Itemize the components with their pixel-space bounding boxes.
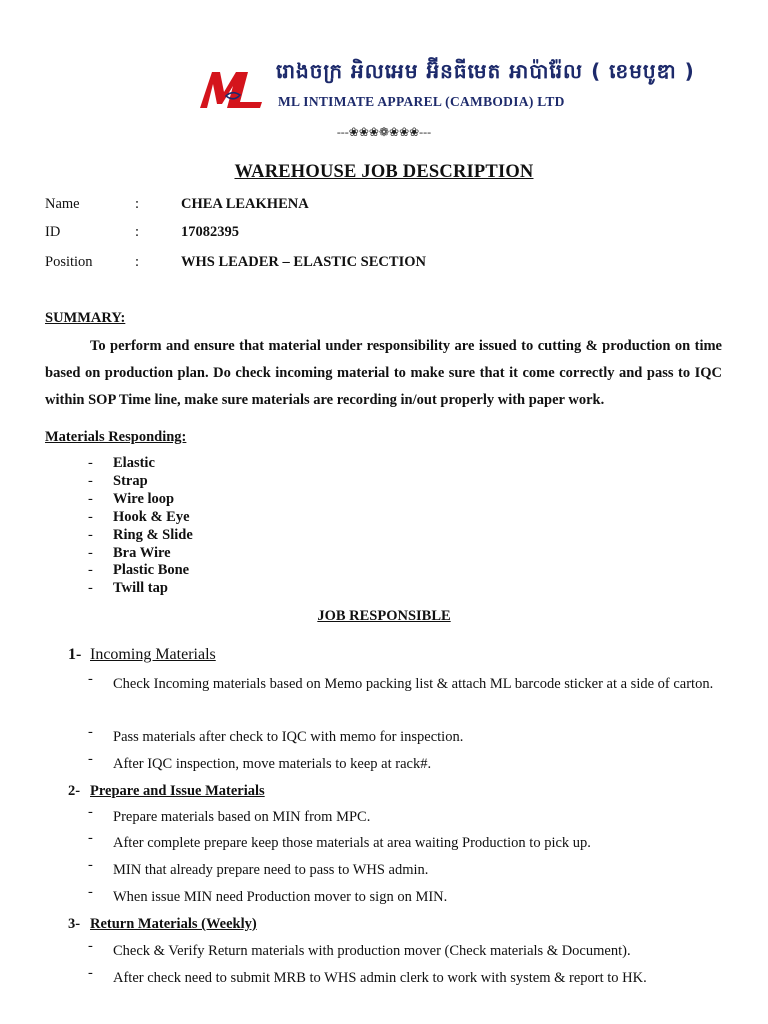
summary-heading: SUMMARY: bbox=[45, 310, 126, 326]
document-title: WAREHOUSE JOB DESCRIPTION bbox=[234, 162, 534, 182]
bullet-text: After IQC inspection, move materials to keep at rack#. bbox=[113, 756, 432, 772]
list-item bbox=[88, 751, 722, 778]
list-dash: - bbox=[88, 965, 93, 981]
info-label-id: ID bbox=[45, 224, 61, 240]
list-item bbox=[88, 884, 722, 911]
list-item bbox=[88, 938, 722, 965]
bullet-text: After check need to submit MRB to WHS admin clerk to work with system & report to HK. bbox=[113, 970, 647, 986]
list-item bbox=[88, 724, 722, 751]
info-separator: : bbox=[135, 224, 140, 240]
section-title: Incoming Materials bbox=[90, 646, 216, 663]
info-label-name: Name bbox=[45, 196, 80, 212]
list-item bbox=[88, 545, 193, 563]
info-value-id: 17082395 bbox=[181, 224, 239, 240]
material-name: Strap bbox=[113, 472, 148, 489]
list-item bbox=[88, 455, 193, 473]
section-heading-return bbox=[68, 916, 257, 933]
company-name: ML INTIMATE APPAREL (CAMBODIA) LTD bbox=[278, 94, 565, 109]
list-dash: - bbox=[88, 857, 93, 873]
list-dash: - bbox=[88, 580, 93, 597]
section-title: Prepare and Issue Materials bbox=[90, 783, 265, 799]
list-dash: - bbox=[88, 938, 93, 954]
info-value-name: CHEA LEAKHENA bbox=[181, 196, 309, 212]
bullet-text: MIN that already prepare need to pass to WHS admin. bbox=[113, 862, 429, 878]
header-ornament: ---❀❀❀❁❀❀❀--- bbox=[336, 125, 432, 139]
list-dash: - bbox=[88, 526, 93, 543]
company-name-khmer: រោងចក្រ អិលអេម អ៊ីនធីមេត អាប៉ារ៉ែល ( ខេមបូឌា ) bbox=[276, 59, 695, 83]
section-number: 3- bbox=[68, 916, 81, 932]
section-number: 1- bbox=[68, 646, 82, 663]
material-name: Twill tap bbox=[113, 580, 168, 597]
section-title: Return Materials (Weekly) bbox=[90, 916, 257, 932]
list-dash: - bbox=[88, 544, 93, 561]
list-dash: - bbox=[88, 884, 93, 900]
list-dash: - bbox=[88, 508, 93, 525]
ml-logo bbox=[196, 62, 268, 112]
info-value-position: WHS LEADER – ELASTIC SECTION bbox=[181, 254, 426, 270]
list-item bbox=[88, 671, 722, 698]
list-item bbox=[88, 491, 193, 509]
section-number: 2- bbox=[68, 783, 81, 799]
job-responsible-heading: JOB RESPONSIBLE bbox=[317, 608, 451, 624]
list-item bbox=[88, 830, 722, 857]
list-dash: - bbox=[88, 490, 93, 507]
bullet-text: Pass materials after check to IQC with memo for inspection. bbox=[113, 729, 464, 745]
list-dash: - bbox=[88, 724, 93, 740]
company-header bbox=[196, 58, 695, 118]
materials-list bbox=[88, 455, 193, 598]
list-item bbox=[88, 509, 193, 527]
list-item bbox=[88, 527, 193, 545]
material-name: Bra Wire bbox=[113, 544, 171, 561]
list-item bbox=[88, 473, 193, 491]
list-dash: - bbox=[88, 562, 93, 579]
bullet-text: After complete prepare keep those materials at area waiting Production to pick up. bbox=[113, 835, 591, 851]
material-name: Hook & Eye bbox=[113, 508, 190, 525]
list-item bbox=[88, 804, 722, 831]
material-name: Ring & Slide bbox=[113, 526, 193, 543]
list-dash: - bbox=[88, 751, 93, 767]
summary-paragraph: To perform and ensure that material under responsibility are issued to cutting & production on time based on production plan. Do check incoming material to make sure that it come correctly and pass to IQC within SOP Time line, make sure materials are recording in/out properly with paper work. bbox=[45, 338, 722, 408]
material-name: Plastic Bone bbox=[113, 562, 190, 579]
material-name: Elastic bbox=[113, 455, 155, 471]
list-dash: - bbox=[88, 830, 93, 846]
list-item bbox=[88, 965, 722, 992]
bullet-text: Prepare materials based on MIN from MPC. bbox=[113, 809, 371, 825]
bullet-text: Check & Verify Return materials with production mover (Check materials & Document). bbox=[113, 943, 631, 959]
bullet-text: Check Incoming materials based on Memo packing list & attach ML barcode sticker at a side of carton. bbox=[113, 676, 714, 692]
bullet-text: When issue MIN need Production mover to sign on MIN. bbox=[113, 889, 448, 905]
section-heading-prepare-issue bbox=[68, 783, 265, 800]
info-label-position: Position bbox=[45, 254, 93, 270]
section-heading-incoming bbox=[68, 646, 216, 664]
list-item bbox=[88, 562, 193, 580]
list-dash: - bbox=[88, 472, 93, 489]
list-dash: - bbox=[88, 455, 93, 471]
list-dash: - bbox=[88, 671, 93, 687]
material-name: Wire loop bbox=[113, 490, 175, 507]
list-dash: - bbox=[88, 804, 93, 820]
info-separator: : bbox=[135, 254, 140, 270]
materials-heading: Materials Responding: bbox=[45, 429, 187, 445]
list-item bbox=[88, 580, 193, 598]
info-separator: : bbox=[135, 196, 140, 212]
list-item bbox=[88, 857, 722, 884]
